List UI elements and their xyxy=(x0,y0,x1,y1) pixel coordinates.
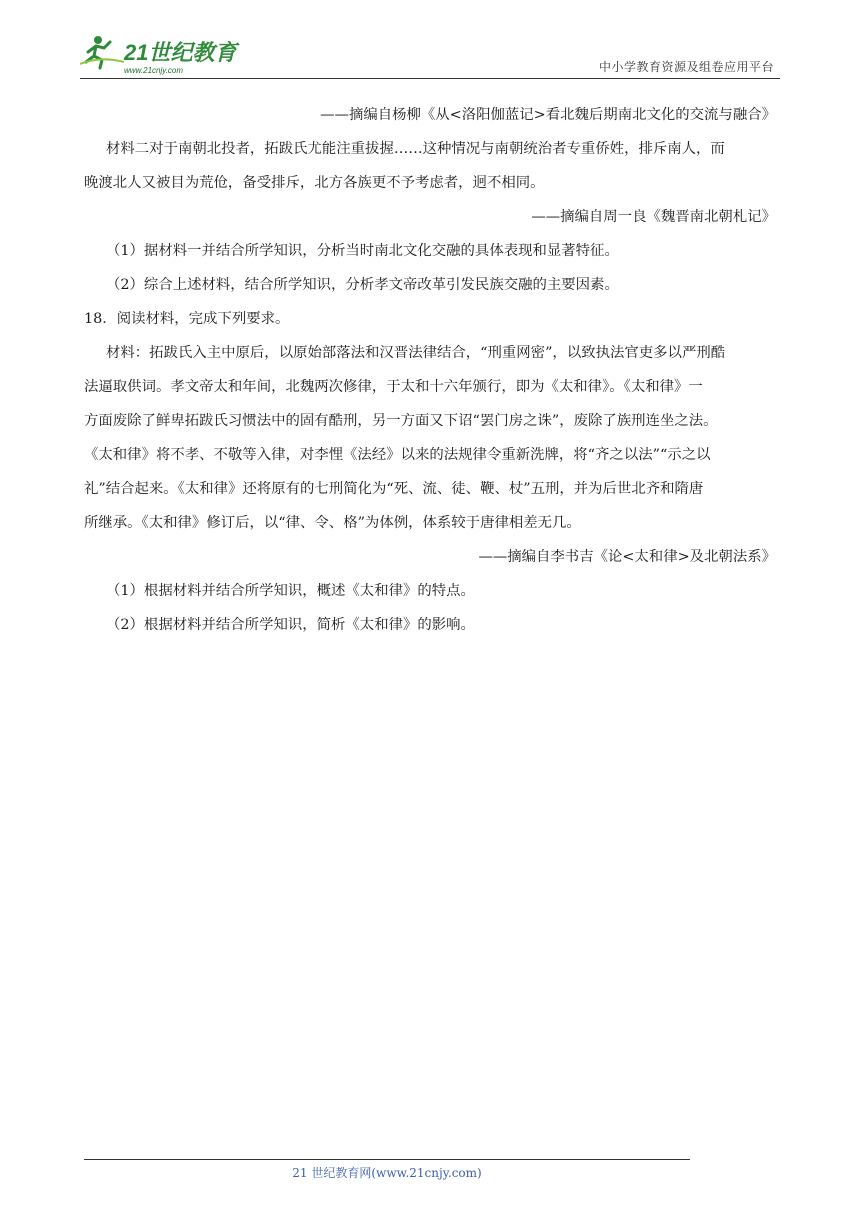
footer-divider xyxy=(84,1159,690,1160)
logo-url: www.21cnjy.com xyxy=(124,66,183,75)
footer-site-link[interactable]: 21 世纪教育网(www.21cnjy.com) xyxy=(292,1166,482,1180)
material-18-line-6: 所继承。《太和律》修订后，以“律、令、格”为体例，体系较于唐律相差无几。 xyxy=(84,515,581,531)
question-18-2: （2）根据材料并结合所学知识，简析《太和律》的影响。 xyxy=(106,617,475,633)
page-header xyxy=(80,30,780,79)
document-body xyxy=(84,98,784,642)
source-citation-1: ——摘编自杨柳《从<洛阳伽蓝记>看北魏后期南北文化的交流与融合》 xyxy=(320,107,776,123)
logo-21cnjy xyxy=(80,32,250,76)
question-17-1: （1）据材料一并结合所学知识，分析当时南北文化交融的具体表现和显著特征。 xyxy=(106,243,619,259)
source-citation-2: ——摘编自周一良《魏晋南北朝札记》 xyxy=(531,209,776,225)
material-18-line-2: 法逼取供词。孝文帝太和年间，北魏两次修律，于太和十六年颁行，即为《太和律》。《太和律》一 xyxy=(84,379,703,395)
material-18-line-3: 方面废除了鲜卑拓跋氏习惯法中的固有酷刑，另一方面又下诏“罢门房之诛”，废除了族刑连坐之法。 xyxy=(84,413,718,429)
logo-wordmark: 21世纪教育 xyxy=(124,40,237,65)
material-18-line-5: 礼”结合起来。《太和律》还将原有的七刑简化为“死、流、徒、鞭、杖”五刑，并为后世北齐和隋唐 xyxy=(84,481,704,497)
question-18-title: 18．阅读材料，完成下列要求。 xyxy=(84,311,290,327)
material-2-line-2: 晚渡北人又被目为荒伧，备受排斥，北方各族更不予考虑者，迥不相同。 xyxy=(84,175,545,191)
running-figure-icon xyxy=(80,36,124,68)
material-18-line-4: 《太和律》将不孝、不敬等入律，对李悝《法经》以来的法规律令重新洗牌，将“齐之以法”“示之以 xyxy=(84,447,711,463)
question-17-2: （2）综合上述材料，结合所学知识，分析孝文帝改革引发民族交融的主要因素。 xyxy=(106,277,619,293)
platform-name: 中小学教育资源及组卷应用平台 xyxy=(598,60,774,74)
source-citation-3: ——摘编自李书吉《论<太和律>及北朝法系》 xyxy=(478,549,776,565)
material-18-line-1: 材料：拓跋氏入主中原后，以原始部落法和汉晋法律结合，“刑重网密”，以致执法官吏多以严刑酷 xyxy=(106,345,726,361)
question-18-1: （1）根据材料并结合所学知识，概述《太和律》的特点。 xyxy=(106,583,475,599)
material-2-line-1: 材料二对于南朝北投者，拓跋氏尤能注重拔握……这种情况与南朝统治者专重侨姓，排斥南人，而 xyxy=(106,141,725,157)
